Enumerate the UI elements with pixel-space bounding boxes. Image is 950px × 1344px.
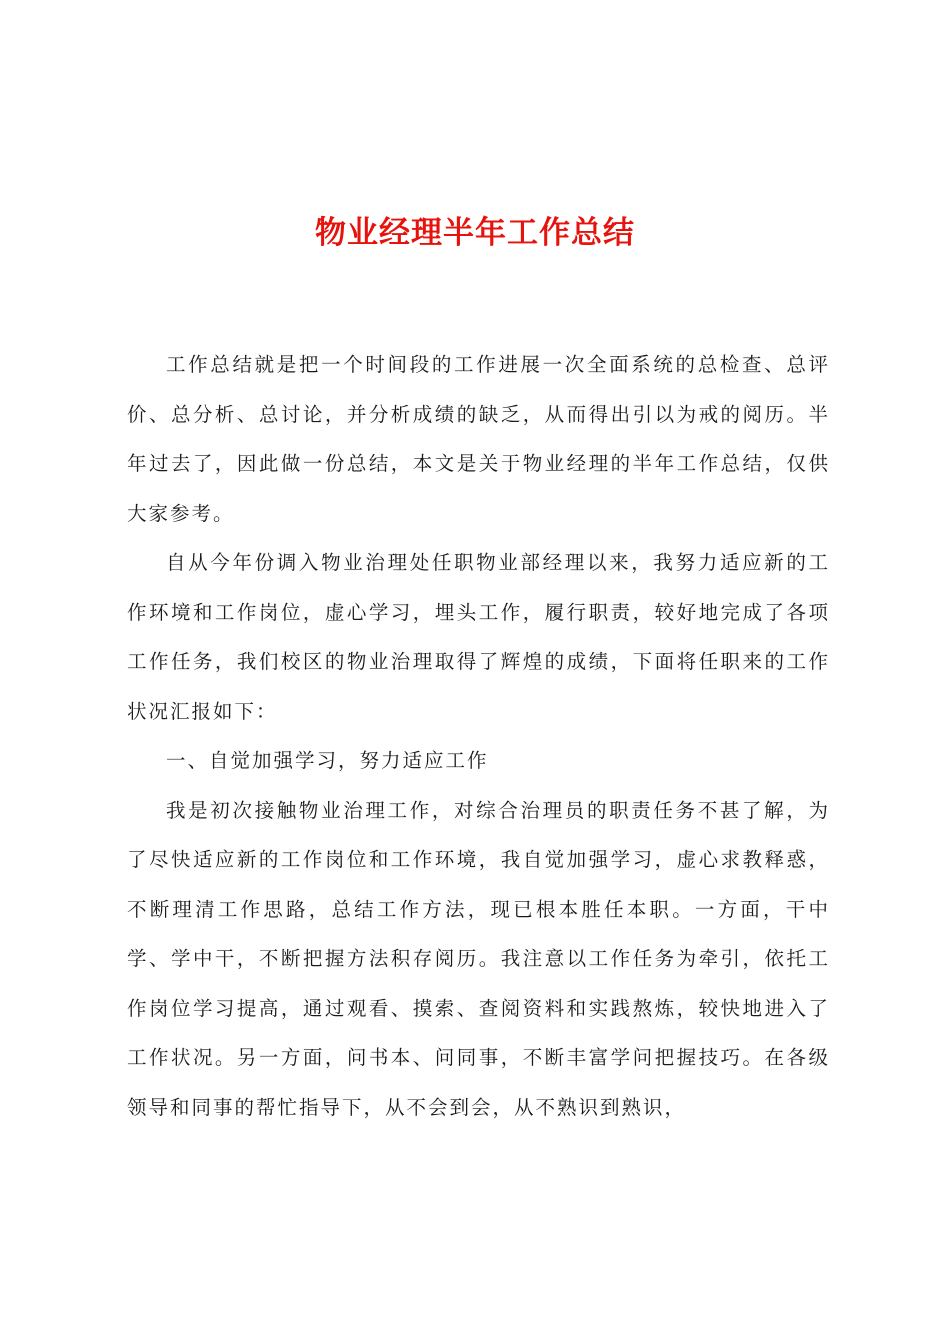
document-body [127,340,830,1132]
paragraph-section-1: 我是初次接触物业治理工作，对综合治理员的职责任务不甚了解，为了尽快适应新的工作岗位和工作环境，我自觉加强学习，虚心求教释惑，不断理清工作思路，总结工作方法，现已根本胜任本职。一方面，干中学、学中干，不断把握方法积存阅历。我注意以工作任务为牵引，依托工作岗位学习提高，通过观看、摸索、查阅资料和实践熬炼，较快地进入了工作状况。另一方面，问书本、问同事，不断丰富学问把握技巧。在各级领导和同事的帮忙指导下，从不会到会，从不熟识到熟识， [127,798,830,1119]
paragraph-background: 自从今年份调入物业治理处任职物业部经理以来，我努力适应新的工作环境和工作岗位，虚心学习，埋头工作，履行职责，较好地完成了各项工作任务，我们校区的物业治理取得了辉煌的成绩，下面将任职来的工作状况汇报如下： [127,551,830,723]
section-heading-1: 一、自觉加强学习，努力适应工作 [166,749,489,772]
paragraph-intro: 工作总结就是把一个时间段的工作进展一次全面系统的总检查、总评价、总分析、总讨论，并分析成绩的缺乏，从而得出引以为戒的阅历。半年过去了，因此做一份总结，本文是关于物业经理的半年工作总结，仅供大家参考。 [127,353,830,525]
document-title: 物业经理半年工作总结 [315,215,635,251]
